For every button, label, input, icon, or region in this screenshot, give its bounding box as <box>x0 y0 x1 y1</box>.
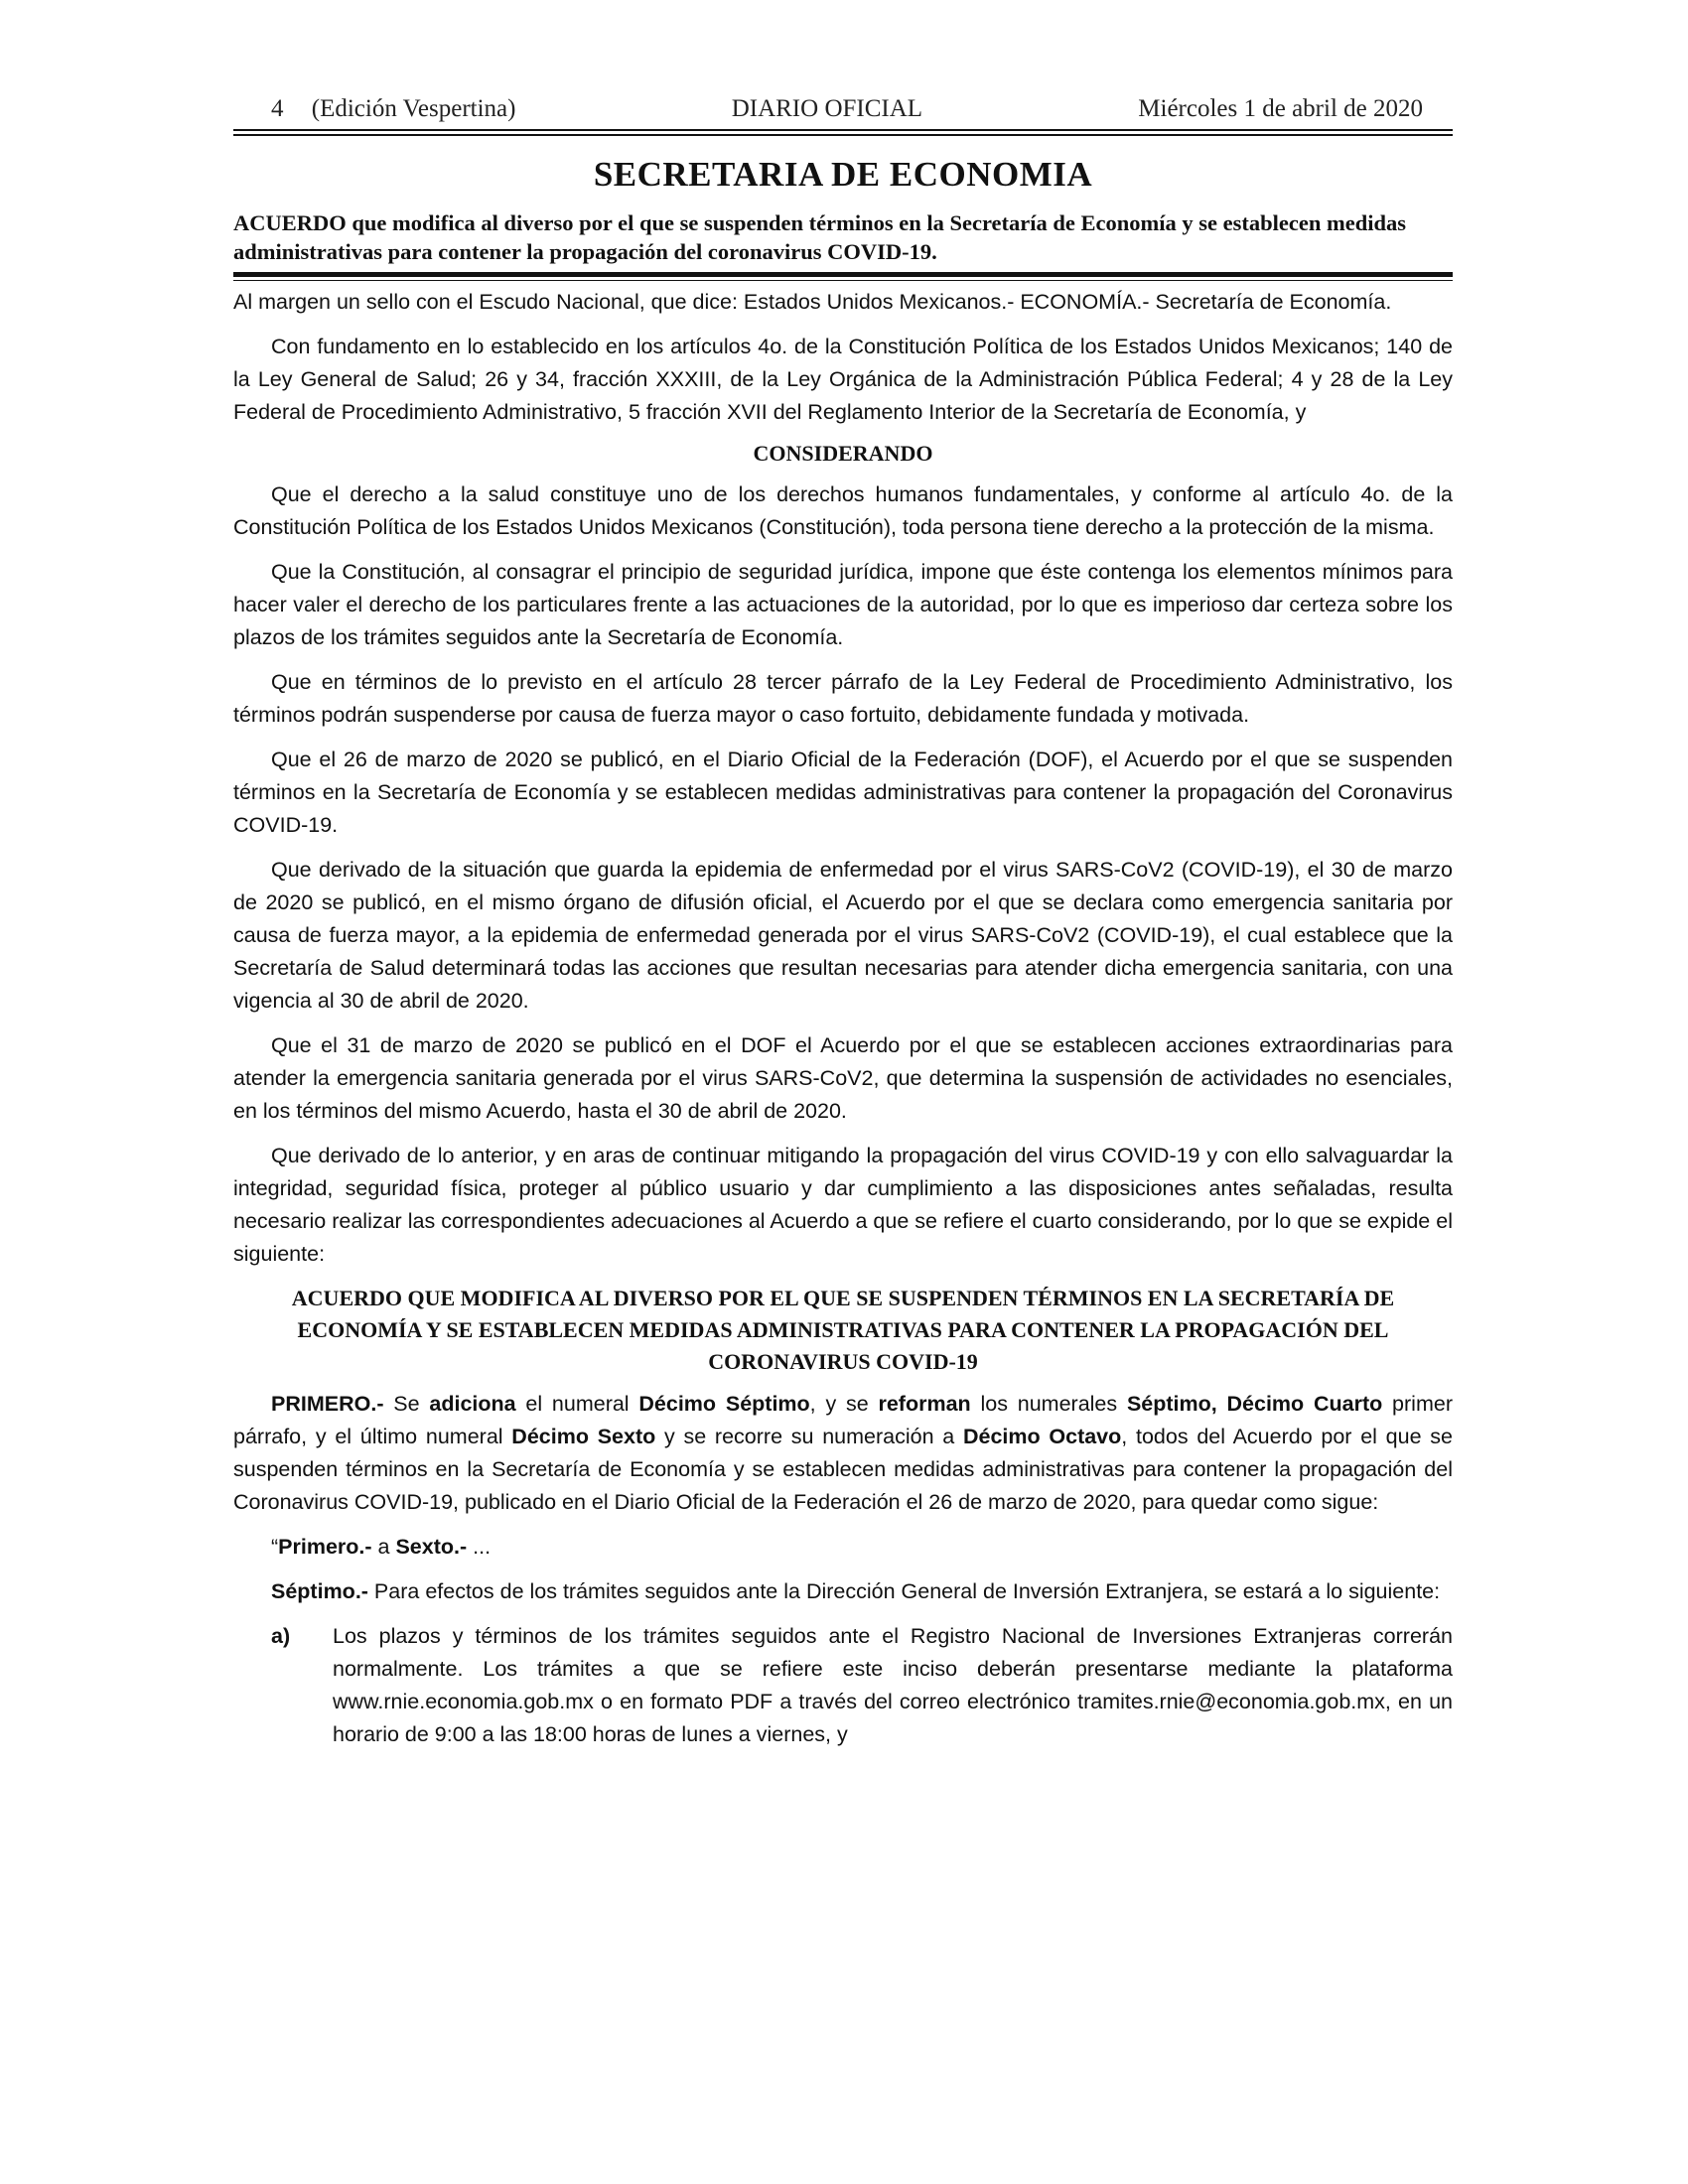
septimo-label: Séptimo.- <box>271 1579 368 1603</box>
septimo-text: Para efectos de los trámites seguidos ante la Dirección General de Inversión Extranjera, se estará a lo siguiente: <box>367 1579 1441 1603</box>
considerando-paragraph: Que la Constitución, al consagrar el principio de seguridad jurídica, impone que éste contenga los elementos mínimos para hacer valer el derecho de los particulares frente a las actuaciones de la autoridad, por lo que es imperioso dar certeza sobre los plazos de los trámites seguidos ante la Secretaría de Economía. <box>233 560 1453 649</box>
primero-text: , todos del Acuerdo por el que se suspenden términos en la Secretaría de Economía y se establecen medidas administrativas para contener la propagación del Coronavirus COVID-19, publicado en el Diario Oficial de la Federación el 26 de marzo de 2020, para quedar como sigue: <box>233 1425 1453 1514</box>
primero-text: los numerales <box>970 1392 1127 1416</box>
considerando-paragraph: Que en términos de lo previsto en el artículo 28 tercer párrafo de la Ley Federal de Procedimiento Administrativo, los términos podrán suspenderse por causa de fuerza mayor o caso fortuito, debidamente fundada y motivada. <box>233 670 1453 727</box>
publication-name: DIARIO OFICIAL <box>731 95 923 122</box>
considerando-paragraph: Que el 26 de marzo de 2020 se publicó, en el Diario Oficial de la Federación (DOF), el Acuerdo por el que se suspenden términos en la Secretaría de Economía y se establecen medidas administrativas para contener la propagación del Coronavirus COVID-19. <box>233 748 1453 837</box>
considerando-paragraph: Que el derecho a la salud constituye uno de los derechos humanos fundamentales, y conforme al artículo 4o. de la Constitución Política de los Estados Unidos Mexicanos (Constitución), toda persona tiene derecho a la protección de la misma. <box>233 482 1453 539</box>
page-header <box>233 95 1453 131</box>
considerando-heading: CONSIDERANDO <box>753 441 933 466</box>
document-page <box>233 95 1453 1751</box>
primero-bold: Séptimo, Décimo Cuarto <box>1126 1392 1383 1416</box>
considerando-paragraph: Que derivado de la situación que guarda la epidemia de enfermedad por el virus SARS-CoV2 (COVID-19), el 30 de marzo de 2020 se publicó, en el mismo órgano de difusión oficial, el Acuerdo por el que se declara como emergencia sanitaria por causa de fuerza mayor, a la epidemia de enfermedad generada por el virus SARS-CoV2 (COVID-19), el cual establece que la Secretaría de Salud determinará todas las acciones que resultan necesarias para atender dicha emergencia sanitaria, con una vigencia al 30 de abril de 2020. <box>233 858 1453 1013</box>
primero-paragraph <box>233 1388 1453 1519</box>
quote-bold: Primero.- <box>278 1535 372 1559</box>
acuerdo-title: ACUERDO que modifica al diverso por el que se suspenden términos en la Secretaría de Economía y se establecen medidas administrativas para contener la propagación del coronavirus COVID-19. <box>233 208 1453 277</box>
primero-text: primer párrafo, y el último numeral <box>233 1392 1453 1448</box>
fundamento-paragraph: Con fundamento en lo establecido en los artículos 4o. de la Constitución Política de los Estados Unidos Mexicanos; 140 de la Ley General de Salud; 26 y 34, fracción XXXIII, de la Ley Orgánica de la Administración Pública Federal; 4 y 28 de la Ley Federal de Procedimiento Administrativo, 5 fracción XVII del Reglamento Interior de la Secretaría de Economía, y <box>233 335 1453 424</box>
primero-bold: Décimo Séptimo <box>638 1392 810 1416</box>
acuerdo-heading: ACUERDO QUE MODIFICA AL DIVERSO POR EL QUE SE SUSPENDEN TÉRMINOS EN LA SECRETARÍA DE ECONOMÍA Y SE ESTABLECEN MEDIDAS ADMINISTRATIVAS PARA CONTENER LA PROPAGACIÓN DEL CORONAVIRUS COVID-19 <box>291 1286 1395 1374</box>
primero-text: el numeral <box>515 1392 639 1416</box>
header-left <box>271 95 515 123</box>
quote-text: a <box>371 1535 396 1559</box>
publication-date: Miércoles 1 de abril de 2020 <box>1138 95 1423 122</box>
list-marker: a) <box>271 1624 291 1648</box>
primero-bold: reforman <box>878 1392 971 1416</box>
edition-label: (Edición Vespertina) <box>311 95 516 122</box>
page-number: 4 <box>271 95 284 122</box>
quote-line <box>233 1531 1453 1564</box>
margin-note: Al margen un sello con el Escudo Nacional, que dice: Estados Unidos Mexicanos.- ECONOMÍA.- Secretaría de Economía. <box>233 290 1392 314</box>
primero-label: PRIMERO.- <box>271 1392 384 1416</box>
primero-text: y se recorre su numeración a <box>655 1425 963 1448</box>
septimo-paragraph <box>233 1575 1453 1608</box>
considerando-paragraph: Que el 31 de marzo de 2020 se publicó en el DOF el Acuerdo por el que se establecen acciones extraordinarias para atender la emergencia sanitaria generada por el virus SARS-CoV2, que determina la suspensión de actividades no esenciales, en los términos del mismo Acuerdo, hasta el 30 de abril de 2020. <box>233 1033 1453 1123</box>
quote-bold: Sexto.- <box>395 1535 468 1559</box>
department-title: SECRETARIA DE ECONOMIA <box>593 155 1093 194</box>
primero-bold: Décimo Octavo <box>962 1425 1122 1448</box>
primero-text: , y se <box>809 1392 879 1416</box>
list-item-text: Los plazos y términos de los trámites seguidos ante el Registro Nacional de Inversiones Extranjeras correrán normalmente. Los trámites a que se refiere este inciso deberán presentarse mediante la plataforma www.rnie.economia.gob.mx o en formato PDF a través del correo electrónico tramites.rnie@economia.gob.mx, en un horario de 9:00 a las 18:00 horas de lunes a viernes, y <box>333 1624 1453 1746</box>
list-item <box>233 1620 1453 1751</box>
primero-bold: Décimo Sexto <box>511 1425 656 1448</box>
quote-text: ... <box>467 1535 492 1559</box>
primero-bold: adiciona <box>429 1392 516 1416</box>
open-quote: “ <box>271 1535 279 1559</box>
considerando-paragraph: Que derivado de lo anterior, y en aras de continuar mitigando la propagación del virus COVID-19 y con ello salvaguardar la integridad, seguridad física, proteger al público usuario y dar cumplimiento a las disposiciones antes señaladas, resulta necesario realizar las correspondientes adecuaciones al Acuerdo a que se refiere el cuarto considerando, por lo que se expide el siguiente: <box>233 1144 1453 1266</box>
primero-text: Se <box>383 1392 430 1416</box>
